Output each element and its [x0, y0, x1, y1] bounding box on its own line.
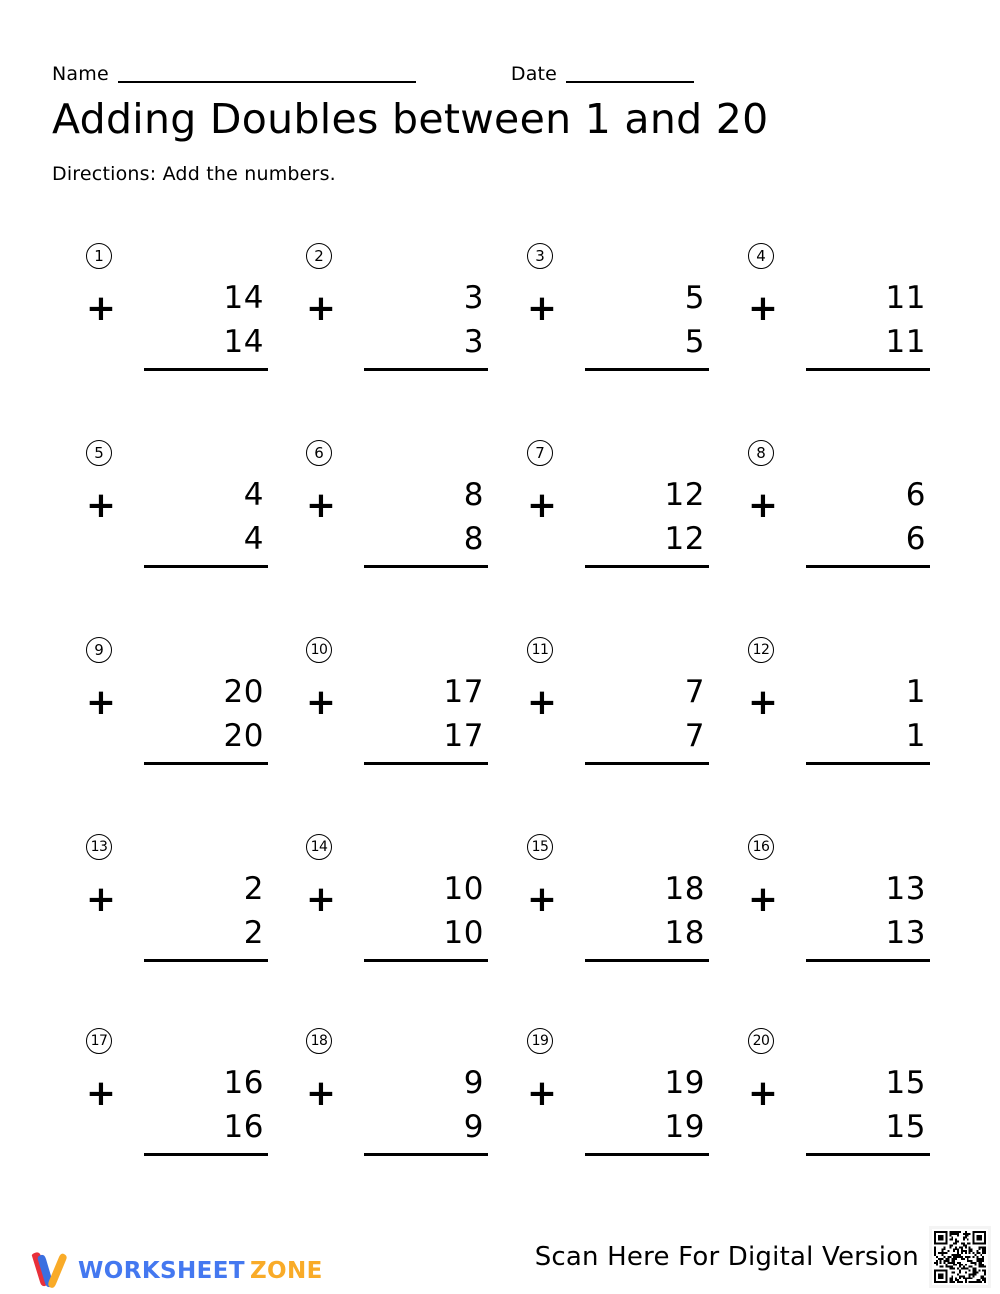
second-addend-line [561, 320, 709, 364]
problem-number-badge: 12 [748, 637, 774, 663]
answer-write-line[interactable] [806, 762, 930, 765]
first-addend: 5 [684, 279, 705, 316]
first-addend: 11 [885, 279, 926, 316]
problem-number-badge: 18 [306, 1028, 332, 1054]
addition-column [340, 1061, 488, 1156]
problem-6 [306, 440, 516, 620]
plus-operator-icon: + [526, 1073, 558, 1114]
problem-17 [86, 1028, 296, 1208]
first-addend-line [120, 867, 268, 911]
answer-write-line[interactable] [144, 1153, 268, 1156]
problem-9 [86, 637, 296, 817]
answer-write-line[interactable] [364, 1153, 488, 1156]
second-addend-line [340, 911, 488, 955]
answer-write-line[interactable] [585, 1153, 709, 1156]
first-addend-line [782, 276, 930, 320]
addition-column [340, 867, 488, 962]
addition-column [340, 670, 488, 765]
addition-column [340, 473, 488, 568]
addition-column [120, 1061, 268, 1156]
page-title: Adding Doubles between 1 and 20 [52, 95, 769, 143]
problem-8 [748, 440, 958, 620]
second-addend: 2 [243, 914, 264, 951]
problem-5 [86, 440, 296, 620]
problem-number-badge: 14 [306, 834, 332, 860]
problem-number-badge: 10 [306, 637, 332, 663]
problem-1 [86, 243, 296, 423]
problem-row [0, 637, 1000, 834]
addition-column [782, 473, 930, 568]
plus-operator-icon: + [85, 879, 117, 920]
answer-write-line[interactable] [585, 762, 709, 765]
problems-grid [0, 243, 1000, 1225]
addition-column [782, 867, 930, 962]
plus-operator-icon: + [85, 1073, 117, 1114]
plus-operator-icon: + [526, 485, 558, 526]
addition-column [561, 670, 709, 765]
problem-14 [306, 834, 516, 1014]
directions-text: Directions: Add the numbers. [52, 163, 336, 185]
plus-operator-icon: + [85, 682, 117, 723]
first-addend-line [782, 670, 930, 714]
plus-operator-icon: + [526, 288, 558, 329]
addition-column [120, 473, 268, 568]
problem-number-badge: 6 [306, 440, 332, 466]
scan-here-text: Scan Here For Digital Version [534, 1242, 919, 1272]
second-addend-line [782, 911, 930, 955]
first-addend: 6 [905, 476, 926, 513]
second-addend-line [782, 517, 930, 561]
second-addend-line [120, 1105, 268, 1149]
plus-operator-icon: + [747, 879, 779, 920]
second-addend-line [120, 517, 268, 561]
answer-write-line[interactable] [144, 762, 268, 765]
first-addend: 10 [443, 870, 484, 907]
second-addend-line [561, 1105, 709, 1149]
second-addend: 16 [223, 1108, 264, 1145]
answer-write-line[interactable] [364, 565, 488, 568]
first-addend-line [340, 276, 488, 320]
second-addend-line [120, 320, 268, 364]
second-addend-line [561, 911, 709, 955]
second-addend: 9 [463, 1108, 484, 1145]
first-addend: 7 [684, 673, 705, 710]
problem-12 [748, 637, 958, 817]
first-addend: 4 [243, 476, 264, 513]
answer-write-line[interactable] [144, 565, 268, 568]
addition-column [561, 473, 709, 568]
second-addend: 6 [905, 520, 926, 557]
date-field-group [511, 65, 694, 86]
answer-write-line[interactable] [144, 959, 268, 962]
second-addend-line [120, 714, 268, 758]
first-addend: 1 [905, 673, 926, 710]
problem-number-badge: 1 [86, 243, 112, 269]
second-addend-line [561, 517, 709, 561]
first-addend-line [561, 276, 709, 320]
plus-operator-icon: + [305, 879, 337, 920]
second-addend: 8 [463, 520, 484, 557]
plus-operator-icon: + [526, 879, 558, 920]
addition-column [561, 867, 709, 962]
answer-write-line[interactable] [806, 1153, 930, 1156]
first-addend: 18 [664, 870, 705, 907]
first-addend: 8 [463, 476, 484, 513]
plus-operator-icon: + [85, 288, 117, 329]
second-addend: 7 [684, 717, 705, 754]
problem-2 [306, 243, 516, 423]
addition-column [120, 670, 268, 765]
answer-write-line[interactable] [144, 368, 268, 371]
first-addend: 9 [463, 1064, 484, 1101]
second-addend: 5 [684, 323, 705, 360]
second-addend-line [120, 911, 268, 955]
plus-operator-icon: + [305, 1073, 337, 1114]
answer-write-line[interactable] [585, 959, 709, 962]
problem-row [0, 1028, 1000, 1225]
problem-number-badge: 15 [527, 834, 553, 860]
first-addend-line [120, 276, 268, 320]
second-addend-line [561, 714, 709, 758]
problem-number-badge: 11 [527, 637, 553, 663]
first-addend: 17 [443, 673, 484, 710]
problem-number-badge: 9 [86, 637, 112, 663]
problem-4 [748, 243, 958, 423]
second-addend-line [340, 1105, 488, 1149]
first-addend-line [340, 670, 488, 714]
problem-number-badge: 13 [86, 834, 112, 860]
first-addend: 13 [885, 870, 926, 907]
problem-row [0, 243, 1000, 440]
plus-operator-icon: + [305, 682, 337, 723]
second-addend: 14 [223, 323, 264, 360]
first-addend: 19 [664, 1064, 705, 1101]
second-addend-line [782, 1105, 930, 1149]
addition-column [120, 867, 268, 962]
answer-write-line[interactable] [364, 959, 488, 962]
addition-column [561, 276, 709, 371]
answer-write-line[interactable] [806, 959, 930, 962]
first-addend-line [561, 670, 709, 714]
first-addend: 12 [664, 476, 705, 513]
answer-write-line[interactable] [806, 565, 930, 568]
problem-7 [527, 440, 737, 620]
first-addend: 3 [463, 279, 484, 316]
problem-19 [527, 1028, 737, 1208]
problem-18 [306, 1028, 516, 1208]
problem-16 [748, 834, 958, 1014]
page-footer [0, 1224, 1000, 1294]
problem-15 [527, 834, 737, 1014]
plus-operator-icon: + [747, 682, 779, 723]
first-addend-line [782, 1061, 930, 1105]
addition-column [120, 276, 268, 371]
first-addend: 2 [243, 870, 264, 907]
date-label: Date [510, 63, 558, 85]
second-addend: 12 [664, 520, 705, 557]
logo-text [78, 1257, 323, 1284]
qr-code-icon[interactable] [929, 1226, 991, 1288]
second-addend: 3 [463, 323, 484, 360]
first-addend-line [120, 473, 268, 517]
second-addend-line [340, 714, 488, 758]
answer-write-line[interactable] [364, 762, 488, 765]
header-fields [52, 56, 952, 86]
addition-column [782, 670, 930, 765]
problem-number-badge: 5 [86, 440, 112, 466]
plus-operator-icon: + [305, 288, 337, 329]
plus-operator-icon: + [85, 485, 117, 526]
answer-write-line[interactable] [585, 565, 709, 568]
logo-mark-icon [28, 1250, 72, 1292]
problem-row [0, 834, 1000, 1028]
plus-operator-icon: + [747, 1073, 779, 1114]
problem-number-badge: 16 [748, 834, 774, 860]
problem-10 [306, 637, 516, 817]
second-addend-line [340, 320, 488, 364]
answer-write-line[interactable] [585, 368, 709, 371]
first-addend: 20 [223, 673, 264, 710]
first-addend-line [340, 1061, 488, 1105]
second-addend-line [340, 517, 488, 561]
second-addend: 18 [664, 914, 705, 951]
logo-text-worksheet: WORKSHEET [78, 1257, 245, 1284]
problem-number-badge: 4 [748, 243, 774, 269]
logo-text-zone: ZONE [249, 1257, 323, 1284]
first-addend-line [120, 670, 268, 714]
problem-number-badge: 19 [527, 1028, 553, 1054]
problem-number-badge: 2 [306, 243, 332, 269]
first-addend-line [561, 867, 709, 911]
problem-13 [86, 834, 296, 1014]
addition-column [340, 276, 488, 371]
second-addend: 1 [905, 717, 926, 754]
first-addend: 16 [223, 1064, 264, 1101]
second-addend: 11 [885, 323, 926, 360]
problem-row [0, 440, 1000, 637]
problem-number-badge: 3 [527, 243, 553, 269]
problem-number-badge: 20 [748, 1028, 774, 1054]
problem-11 [527, 637, 737, 817]
second-addend: 20 [223, 717, 264, 754]
addition-column [782, 276, 930, 371]
plus-operator-icon: + [747, 288, 779, 329]
second-addend: 15 [885, 1108, 926, 1145]
answer-write-line[interactable] [364, 368, 488, 371]
second-addend: 19 [664, 1108, 705, 1145]
scan-section [535, 1226, 991, 1288]
first-addend-line [782, 867, 930, 911]
second-addend: 10 [443, 914, 484, 951]
first-addend-line [561, 473, 709, 517]
first-addend-line [340, 867, 488, 911]
second-addend-line [782, 714, 930, 758]
first-addend-line [340, 473, 488, 517]
plus-operator-icon: + [305, 485, 337, 526]
problem-number-badge: 8 [748, 440, 774, 466]
first-addend-line [120, 1061, 268, 1105]
addition-column [782, 1061, 930, 1156]
second-addend-line [782, 320, 930, 364]
plus-operator-icon: + [747, 485, 779, 526]
worksheetzone-logo [28, 1250, 323, 1292]
problem-number-badge: 17 [86, 1028, 112, 1054]
first-addend-line [782, 473, 930, 517]
plus-operator-icon: + [526, 682, 558, 723]
second-addend: 13 [885, 914, 926, 951]
second-addend: 4 [243, 520, 264, 557]
first-addend: 15 [885, 1064, 926, 1101]
first-addend: 14 [223, 279, 264, 316]
problem-3 [527, 243, 737, 423]
name-label: Name [52, 63, 109, 85]
addition-column [561, 1061, 709, 1156]
problem-number-badge: 7 [527, 440, 553, 466]
date-write-line[interactable] [566, 80, 694, 83]
second-addend: 17 [443, 717, 484, 754]
first-addend-line [561, 1061, 709, 1105]
answer-write-line[interactable] [806, 368, 930, 371]
problem-20 [748, 1028, 958, 1208]
name-write-line[interactable] [118, 80, 416, 83]
